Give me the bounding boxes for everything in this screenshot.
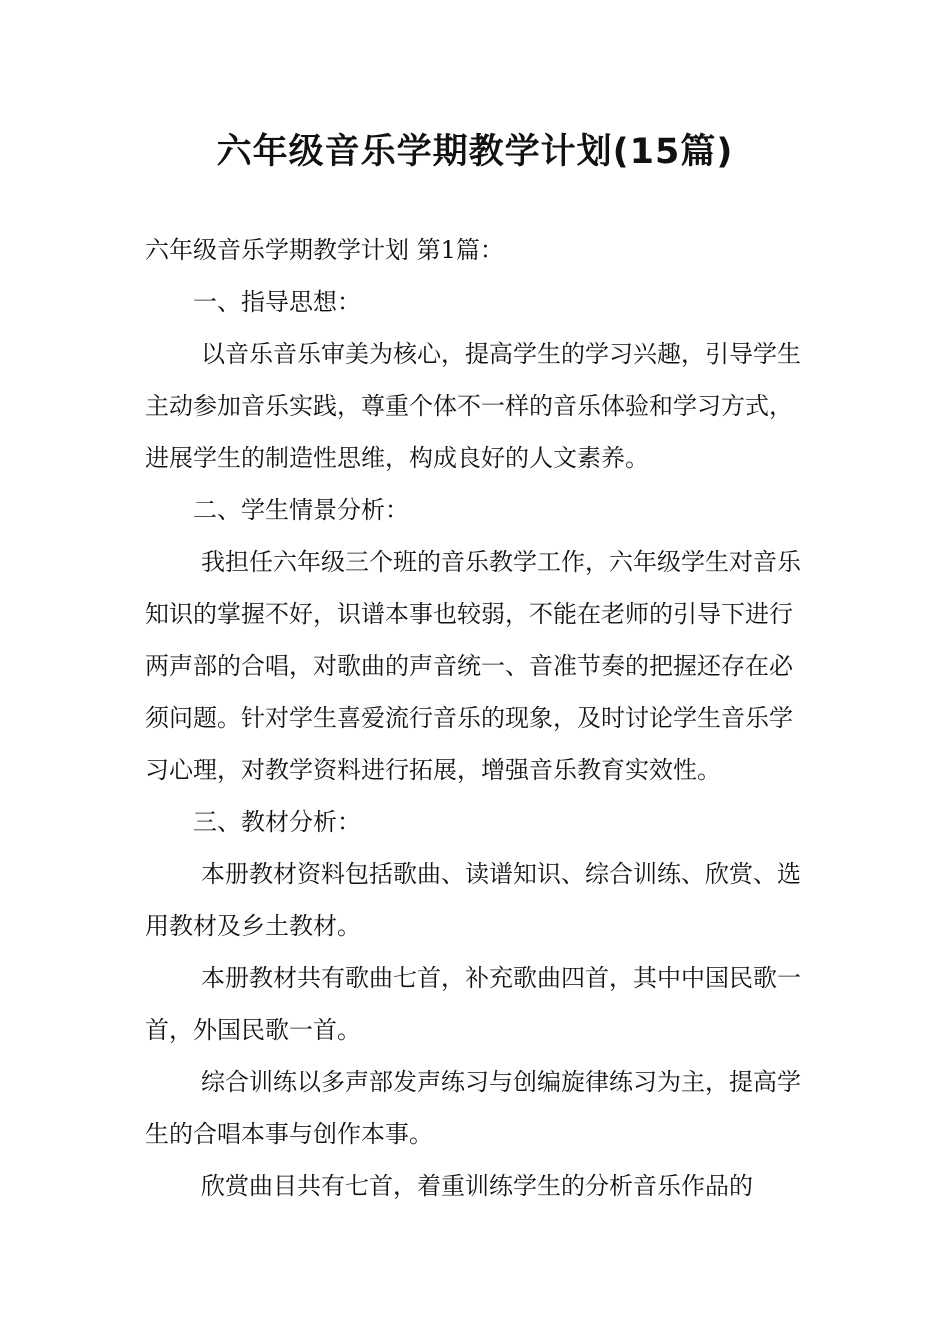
paragraph-songs: 本册教材共有歌曲七首，补充歌曲四首，其中中国民歌一首，外国民歌一首。 <box>145 964 801 1044</box>
section-heading-textbook-analysis: 三、教材分析： <box>193 808 361 836</box>
paragraph-student-analysis: 我担任六年级三个班的音乐教学工作，六年级学生对音乐知识的掌握不好，识谱本事也较弱，不能在老师的引导下进行两声部的合唱，对歌曲的声音统一、音准节奏的把握还存在必须问题。针对学生喜爱流行音乐的现象，及时讨论学生音乐学习心理，对教学资料进行拓展，增强音乐教育实效性。 <box>145 548 801 784</box>
paragraph-training: 综合训练以多声部发声练习与创编旋律练习为主，提高学生的合唱本事与创作本事。 <box>145 1068 801 1148</box>
section-heading-student-analysis: 二、学生情景分析： <box>193 496 409 524</box>
paragraph-textbook-content: 本册教材资料包括歌曲、读谱知识、综合训练、欣赏、选用教材及乡土教材。 <box>145 860 801 940</box>
section-heading-guiding-thought: 一、指导思想： <box>193 288 361 316</box>
paragraph-guiding-thought: 以音乐音乐审美为核心，提高学生的学习兴趣，引导学生主动参加音乐实践，尊重个体不一样的音乐体验和学习方式，进展学生的制造性思维，构成良好的人文素养。 <box>145 340 801 472</box>
document-title: 六年级音乐学期教学计划(15篇) <box>216 132 734 172</box>
paragraph-appreciation: 欣赏曲目共有七首，着重训练学生的分析音乐作品的 <box>201 1172 753 1200</box>
document-body <box>145 224 810 1212</box>
section-intro: 六年级音乐学期教学计划 第1篇： <box>145 236 504 264</box>
